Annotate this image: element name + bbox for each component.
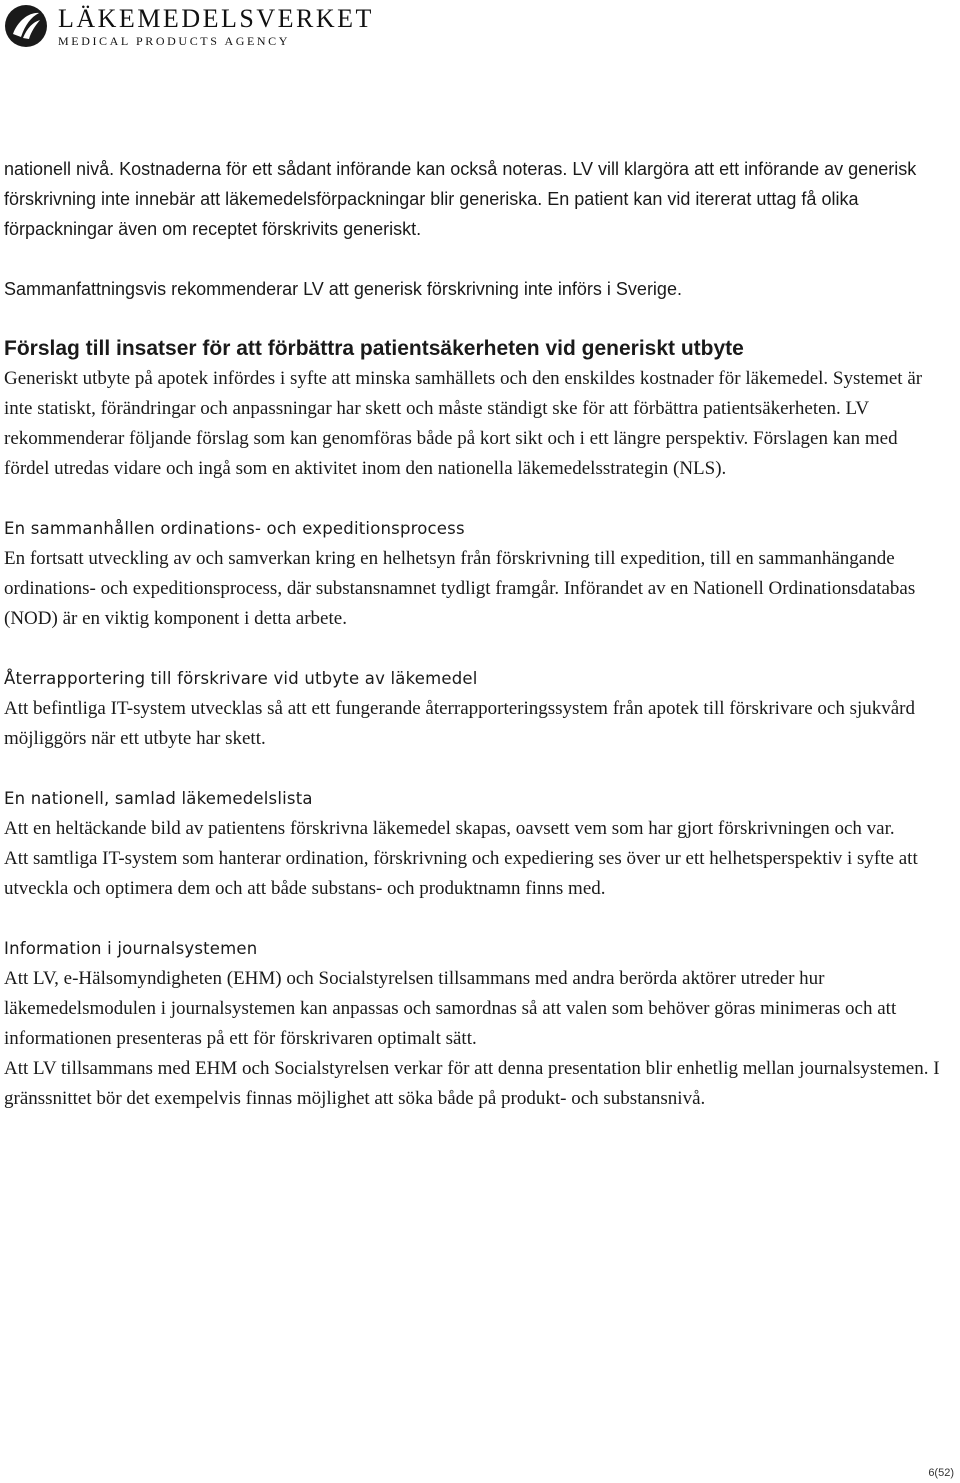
subsection-title-process: En sammanhållen ordinations- och expeditionsprocess — [4, 519, 465, 538]
page-number: 6(52) — [928, 1467, 954, 1479]
subsection-title-medication-list: En nationell, samlad läkemedelslista — [4, 789, 313, 808]
paragraph-summary: Sammanfattningsvis rekommenderar LV att generisk förskrivning inte införs i Sverige. — [4, 279, 682, 299]
subsection-title-journal-systems: Information i journalsystemen — [4, 939, 258, 958]
paragraph-intro: nationell nivå. Kostnaderna för ett sådant införande kan också noteras. LV vill klargöra att ett införande av generisk förskrivning inte innebär att läkemedelsförpackningar blir generiska. En patient kan vid itererat uttag få olika förpackningar även om receptet förskrivits generiskt. — [4, 159, 917, 239]
agency-name: LÄKEMEDELSVERKET — [58, 3, 374, 33]
subsection-text-journal-systems-2: Att LV tillsammans med EHM och Socialstyrelsen verkar för att denna presentation blir enhetlig mellan journalsystemen. I gränssnittet bör det exempelvis finnas möjlighet att söka både på produkt- och substansnivå. — [4, 1058, 940, 1109]
subsection-text-medication-list-2: Att samtliga IT-system som hanterar ordination, förskrivning och expediering ses över ur ett helhetsperspektiv i syfte att utveckla och optimera dem och att både substans- och produktnamn finns med. — [4, 848, 918, 899]
agency-emblem-icon — [4, 4, 48, 48]
agency-subtitle: MEDICAL PRODUCTS AGENCY — [58, 33, 291, 48]
document-body — [4, 154, 944, 1114]
subsection-text-reporting: Att befintliga IT-system utvecklas så att ett fungerande återrapporteringssystem från apotek till förskrivare och sjukvård möjliggörs när ett utbyte har skett. — [4, 698, 916, 749]
subsection-title-reporting: Återrapportering till förskrivare vid utbyte av läkemedel — [4, 669, 478, 688]
subsection-text-journal-systems-1: Att LV, e-Hälsomyndigheten (EHM) och Socialstyrelsen tillsammans med andra berörda aktörer utreder hur läkemedelsmodulen i journalsystemen kan anpassas och samordnas så att valen som behöver göras minimeras och att informationen presenteras på ett för förskrivaren optimalt sätt. — [4, 968, 897, 1049]
agency-logo — [4, 4, 374, 48]
section-heading: Förslag till insatser för att förbättra patientsäkerheten vid generiskt utbyte — [4, 337, 744, 360]
subsection-text-process: En fortsatt utveckling av och samverkan kring en helhetsyn från förskrivning till expedition, till en sammanhängande ordinations- och expeditionsprocess, där substansnamnet tydligt framgår. Införandet av en Nationell Ordinationsdatabas (NOD) är en viktig komponent i detta arbete. — [4, 548, 916, 629]
subsection-text-medication-list-1: Att en heltäckande bild av patientens förskrivna läkemedel skapas, oavsett vem som har gjort förskrivningen och var. — [4, 818, 895, 839]
paragraph-generic-substitution: Generiskt utbyte på apotek infördes i syfte att minska samhällets och den enskildes kostnader för läkemedel. Systemet är inte statiskt, förändringar och anpassningar har skett och måste ständigt ske för att förbättra patientsäkerheten. LV rekommenderar följande förslag som kan genomföras både på kort sikt och i ett längre perspektiv. Förslagen kan med fördel utredas vidare och ingå som en aktivitet inom den nationella läkemedelsstrategin (NLS). — [4, 368, 923, 479]
